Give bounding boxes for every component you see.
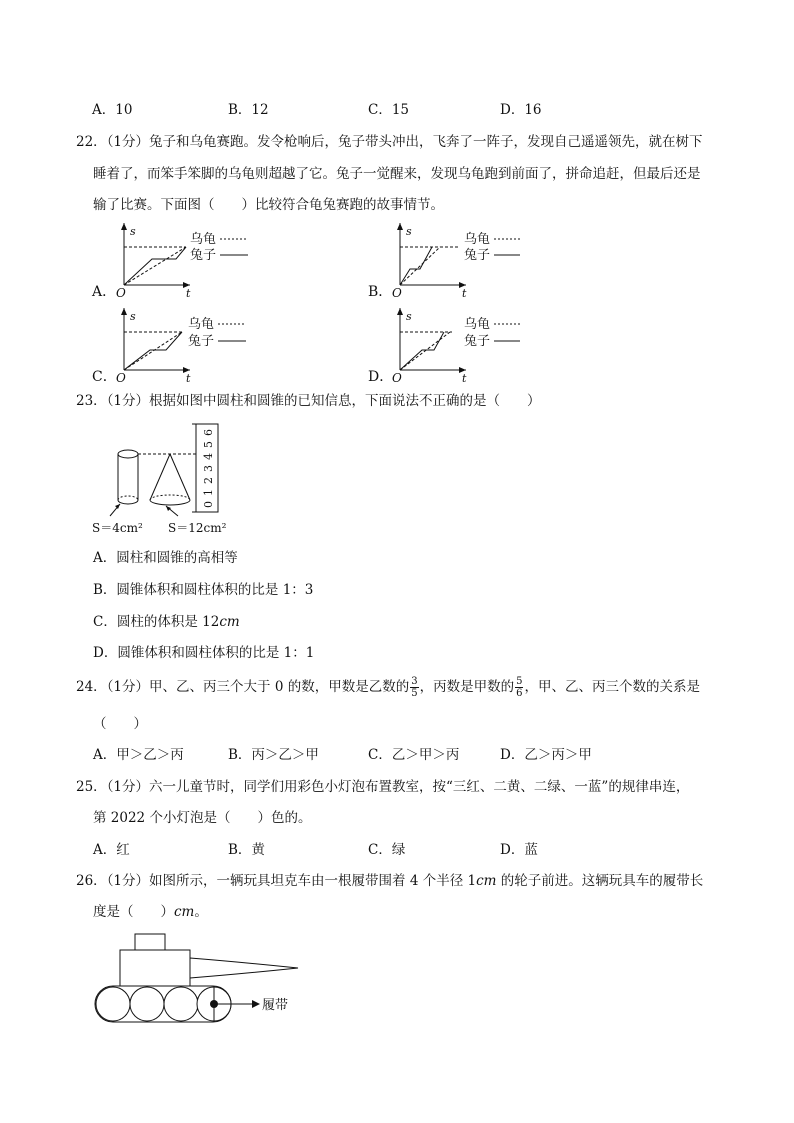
q24-option-a[interactable]: A．甲＞乙＞丙 xyxy=(93,747,184,763)
tank-barrel xyxy=(190,958,298,978)
svg-text:兔子: 兔子 xyxy=(190,248,217,263)
q25-option-d[interactable]: D．蓝 xyxy=(500,842,538,858)
fraction-three-fifths: $\frac{3}{5}$ xyxy=(411,676,418,699)
q26-line-1: 26．（1分）如图所示，一辆玩具坦克车由一根履带围着 4 个半径 1cm 的轮子前进。这辆玩具车的履带长 xyxy=(76,873,704,889)
svg-text:兔子: 兔子 xyxy=(464,334,491,349)
q22-score: （1分） xyxy=(106,134,150,150)
q22-label-b: B． xyxy=(368,284,393,300)
q22-label-d: D． xyxy=(368,369,394,385)
ruler-mark-0: 0 xyxy=(202,501,215,508)
q25-score: （1分） xyxy=(106,779,150,795)
q25-option-a[interactable]: A．红 xyxy=(93,842,130,858)
svg-text:t: t xyxy=(186,372,191,385)
fraction-five-sixths: $\frac{5}{6}$ xyxy=(516,676,523,699)
ruler-mark-5: 5 xyxy=(202,441,215,448)
svg-text:O: O xyxy=(116,371,126,385)
q22-line-1 xyxy=(76,132,703,152)
ruler-mark-6: 6 xyxy=(202,429,215,436)
q24-option-d[interactable]: D．乙＞丙＞甲 xyxy=(500,747,592,763)
q23-option-c[interactable]: C．圆柱的体积是 12cm xyxy=(93,614,240,630)
q22-label-c: C． xyxy=(92,369,117,385)
q21-option-a[interactable]: A．10 xyxy=(92,102,133,118)
q24-number: 24． xyxy=(76,679,107,695)
svg-text:乌龟: 乌龟 xyxy=(190,232,217,247)
q22-graph-a[interactable] xyxy=(91,223,248,300)
q24-line-1: 24．（1分）甲、乙、丙三个大于 0 的数，甲数是乙数的 $\frac{3}{5}$ ，丙数是甲数的 $\frac{5}{6}$ ，甲、乙、丙三个数的关系是 xyxy=(76,676,700,699)
q22-text-1: 兔子和乌龟赛跑。发令枪响后，兔子带头冲出，飞奔了一阵子，发现自己遥遥领先，就在树下 xyxy=(149,134,703,150)
q22-graph-c[interactable] xyxy=(92,308,246,385)
q21-option-d[interactable]: D．16 xyxy=(500,102,542,118)
svg-text:兔子: 兔子 xyxy=(464,248,491,263)
tank-wheel-3 xyxy=(164,987,198,1021)
svg-text:乌龟: 乌龟 xyxy=(464,317,491,332)
q26-line-2: 度是（ ）cm。 xyxy=(93,904,208,920)
ruler-mark-1: 1 xyxy=(202,489,215,496)
cone-base-area: S＝12cm² xyxy=(168,521,227,535)
svg-text:s: s xyxy=(130,310,136,323)
track-label: 履带 xyxy=(262,998,289,1013)
q25-line-1: 25．（1分）六一儿童节时，同学们用彩色小灯泡布置教室，按“三红、二黄、二绿、一蓝”的规律串连， xyxy=(76,779,690,795)
svg-text:O: O xyxy=(392,286,402,300)
cylinder-base-area: S＝4cm² xyxy=(92,521,143,535)
svg-text:t: t xyxy=(462,372,467,385)
q24-answer-blank: （ ） xyxy=(93,716,147,732)
tank-figure xyxy=(90,928,320,1032)
q23-option-b[interactable]: B．圆锥体积和圆柱体积的比是 1：3 xyxy=(93,582,314,598)
cone xyxy=(150,454,190,505)
ruler-mark-4: 4 xyxy=(202,453,215,460)
svg-text:t: t xyxy=(186,287,191,300)
q24-score: （1分） xyxy=(106,679,150,695)
q22-label-a: A． xyxy=(92,284,117,300)
q21-option-b[interactable]: B．12 xyxy=(228,102,269,118)
svg-text:O: O xyxy=(116,286,126,300)
svg-text:s: s xyxy=(406,310,412,323)
q23-option-d[interactable]: D．圆锥体积和圆柱体积的比是 1：1 xyxy=(93,645,315,661)
q22-number: 22． xyxy=(76,134,107,150)
cylinder xyxy=(118,450,138,504)
q24-option-b[interactable]: B．丙＞乙＞甲 xyxy=(228,747,319,763)
q24-option-c[interactable]: C．乙＞甲＞丙 xyxy=(368,747,460,763)
tank-wheel-1 xyxy=(96,987,130,1021)
ruler-mark-2: 2 xyxy=(202,477,215,484)
q22-graphs xyxy=(0,215,794,385)
q25-option-b[interactable]: B．黄 xyxy=(228,842,265,858)
svg-text:s: s xyxy=(130,225,136,238)
svg-text:乌龟: 乌龟 xyxy=(188,317,215,332)
q22-text-2: 睡着了，而笨手笨脚的乌龟则超越了它。兔子一觉醒来，发现乌龟跑到前面了，拼命追赶，但最后还是 xyxy=(93,166,701,182)
svg-text:O: O xyxy=(392,371,402,385)
svg-text:兔子: 兔子 xyxy=(188,334,215,349)
q22-graph-d[interactable] xyxy=(368,308,520,385)
tank-hatch xyxy=(135,934,165,950)
tank-turret xyxy=(120,950,190,986)
q23-score: （1分） xyxy=(106,393,150,409)
q23-figure xyxy=(80,418,260,540)
svg-text:s: s xyxy=(406,225,412,238)
q25-text-2: 第 2022 个小灯泡是（ ）色的。 xyxy=(93,810,312,826)
svg-text:t: t xyxy=(462,287,467,300)
q26-score: （1分） xyxy=(106,873,150,889)
q23-option-a[interactable]: A．圆柱和圆锥的高相等 xyxy=(93,550,238,566)
q21-option-c[interactable]: C．15 xyxy=(368,102,410,118)
q23-text: 根据如图中圆柱和圆锥的已知信息，下面说法不正确的是（ ） xyxy=(149,393,541,409)
q22-text-3: 输了比赛。下面图（ ）比较符合龟兔赛跑的故事情节。 xyxy=(93,197,444,213)
ruler-mark-3: 3 xyxy=(202,465,215,472)
q22-graph-b[interactable] xyxy=(368,223,520,300)
q25-option-c[interactable]: C．绿 xyxy=(368,842,406,858)
tank-wheel-2 xyxy=(130,987,164,1021)
q23-number: 23． xyxy=(76,393,107,409)
q23-line xyxy=(76,391,541,411)
svg-text:乌龟: 乌龟 xyxy=(464,232,491,247)
q26-number: 26． xyxy=(76,873,107,889)
q25-number: 25． xyxy=(76,779,107,795)
